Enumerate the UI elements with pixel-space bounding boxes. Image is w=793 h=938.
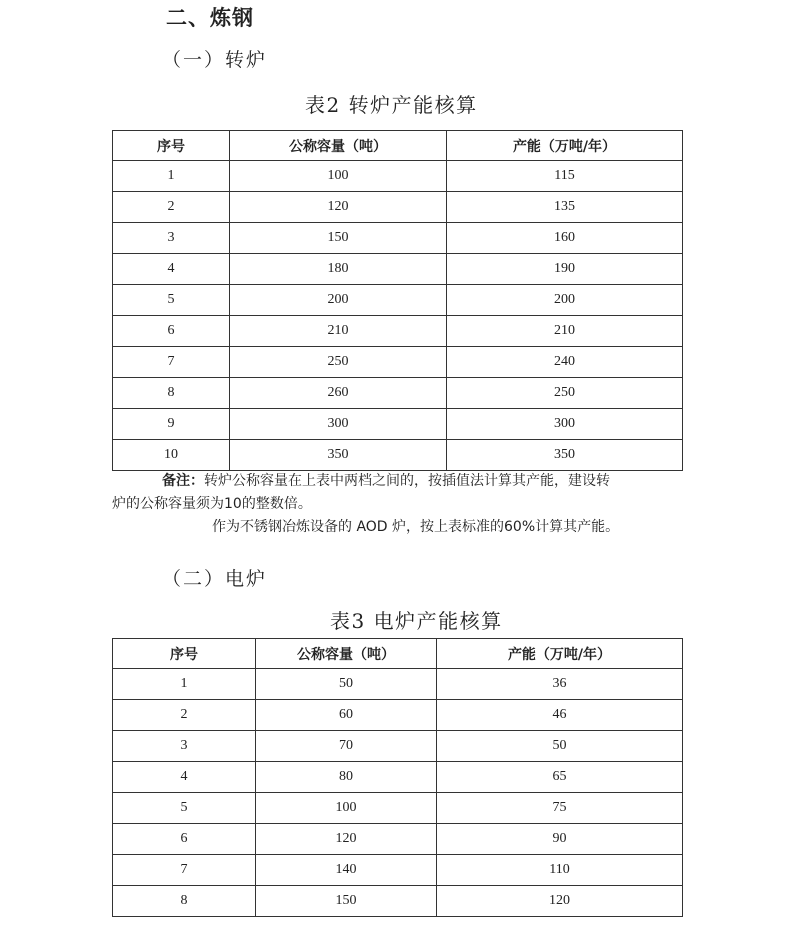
table-row: [113, 285, 683, 316]
cell-output: 200: [447, 285, 683, 316]
cell-seq: 3: [113, 731, 256, 762]
cell-seq: 7: [113, 347, 230, 378]
converter-subtitle: （一）转炉: [162, 49, 268, 71]
cell-capacity: 70: [256, 731, 437, 762]
cell-output: 350: [447, 440, 683, 471]
column-header-capacity: 公称容量（吨）: [230, 131, 447, 161]
cell-output: 300: [447, 409, 683, 440]
column-header-capacity: 公称容量（吨）: [256, 639, 437, 669]
table-row: [113, 378, 683, 409]
cell-capacity: 300: [230, 409, 447, 440]
table-row: [113, 316, 683, 347]
cell-capacity: 260: [230, 378, 447, 409]
cell-output: 36: [437, 669, 683, 700]
cell-seq: 7: [113, 855, 256, 886]
cell-seq: 10: [113, 440, 230, 471]
electric-capacity-table: [112, 638, 683, 917]
cell-capacity: 80: [256, 762, 437, 793]
cell-seq: 8: [113, 886, 256, 917]
table-header-row: [113, 131, 683, 161]
cell-seq: 8: [113, 378, 230, 409]
table-row: [113, 824, 683, 855]
table-row: [113, 669, 683, 700]
column-header-seq: 序号: [113, 131, 230, 161]
cell-capacity: 250: [230, 347, 447, 378]
cell-output: 110: [437, 855, 683, 886]
column-header-seq: 序号: [113, 639, 256, 669]
table-row: [113, 192, 683, 223]
converter-note-line-2: 炉的公称容量须为10的整数倍。: [112, 496, 312, 512]
table-row: [113, 731, 683, 762]
cell-capacity: 60: [256, 700, 437, 731]
converter-note-line-3: 作为不锈钢冶炼设备的 AOD 炉，按上表标准的60%计算其产能。: [212, 519, 620, 535]
cell-capacity: 100: [256, 793, 437, 824]
cell-capacity: 50: [256, 669, 437, 700]
cell-output: 46: [437, 700, 683, 731]
cell-capacity: 150: [256, 886, 437, 917]
cell-output: 120: [437, 886, 683, 917]
cell-capacity: 180: [230, 254, 447, 285]
electric-subtitle: （二）电炉: [162, 568, 268, 590]
cell-seq: 2: [113, 192, 230, 223]
cell-capacity: 120: [230, 192, 447, 223]
note-text-1: 转炉公称容量在上表中两档之间的，按插值法计算其产能，建设转: [204, 473, 610, 489]
cell-output: 90: [437, 824, 683, 855]
table-row: [113, 886, 683, 917]
cell-capacity: 200: [230, 285, 447, 316]
cell-output: 160: [447, 223, 683, 254]
table-row: [113, 793, 683, 824]
cell-capacity: 350: [230, 440, 447, 471]
section-title: 二、炼钢: [166, 6, 254, 30]
cell-output: 240: [447, 347, 683, 378]
table-row: [113, 700, 683, 731]
cell-output: 75: [437, 793, 683, 824]
cell-capacity: 150: [230, 223, 447, 254]
table-row: [113, 161, 683, 192]
converter-table-caption: 表2 转炉产能核算: [305, 93, 478, 117]
electric-table-caption: 表3 电炉产能核算: [330, 609, 503, 633]
cell-capacity: 140: [256, 855, 437, 886]
cell-seq: 1: [113, 161, 230, 192]
cell-capacity: 100: [230, 161, 447, 192]
cell-output: 250: [447, 378, 683, 409]
cell-output: 190: [447, 254, 683, 285]
table-row: [113, 440, 683, 471]
cell-capacity: 120: [256, 824, 437, 855]
cell-output: 115: [447, 161, 683, 192]
cell-capacity: 210: [230, 316, 447, 347]
table-header-row: [113, 639, 683, 669]
note-label: 备注：: [162, 473, 204, 489]
cell-seq: 3: [113, 223, 230, 254]
cell-seq: 9: [113, 409, 230, 440]
column-header-output: 产能（万吨/年）: [447, 131, 683, 161]
cell-seq: 5: [113, 285, 230, 316]
table-row: [113, 409, 683, 440]
cell-seq: 2: [113, 700, 256, 731]
cell-seq: 4: [113, 254, 230, 285]
cell-seq: 6: [113, 316, 230, 347]
cell-output: 50: [437, 731, 683, 762]
table-row: [113, 223, 683, 254]
cell-output: 135: [447, 192, 683, 223]
table-row: [113, 254, 683, 285]
cell-output: 210: [447, 316, 683, 347]
table-row: [113, 762, 683, 793]
cell-seq: 6: [113, 824, 256, 855]
converter-note-line-1: [162, 470, 610, 493]
cell-output: 65: [437, 762, 683, 793]
column-header-output: 产能（万吨/年）: [437, 639, 683, 669]
table-row: [113, 855, 683, 886]
cell-seq: 1: [113, 669, 256, 700]
cell-seq: 4: [113, 762, 256, 793]
converter-capacity-table: [112, 130, 683, 471]
table-row: [113, 347, 683, 378]
cell-seq: 5: [113, 793, 256, 824]
